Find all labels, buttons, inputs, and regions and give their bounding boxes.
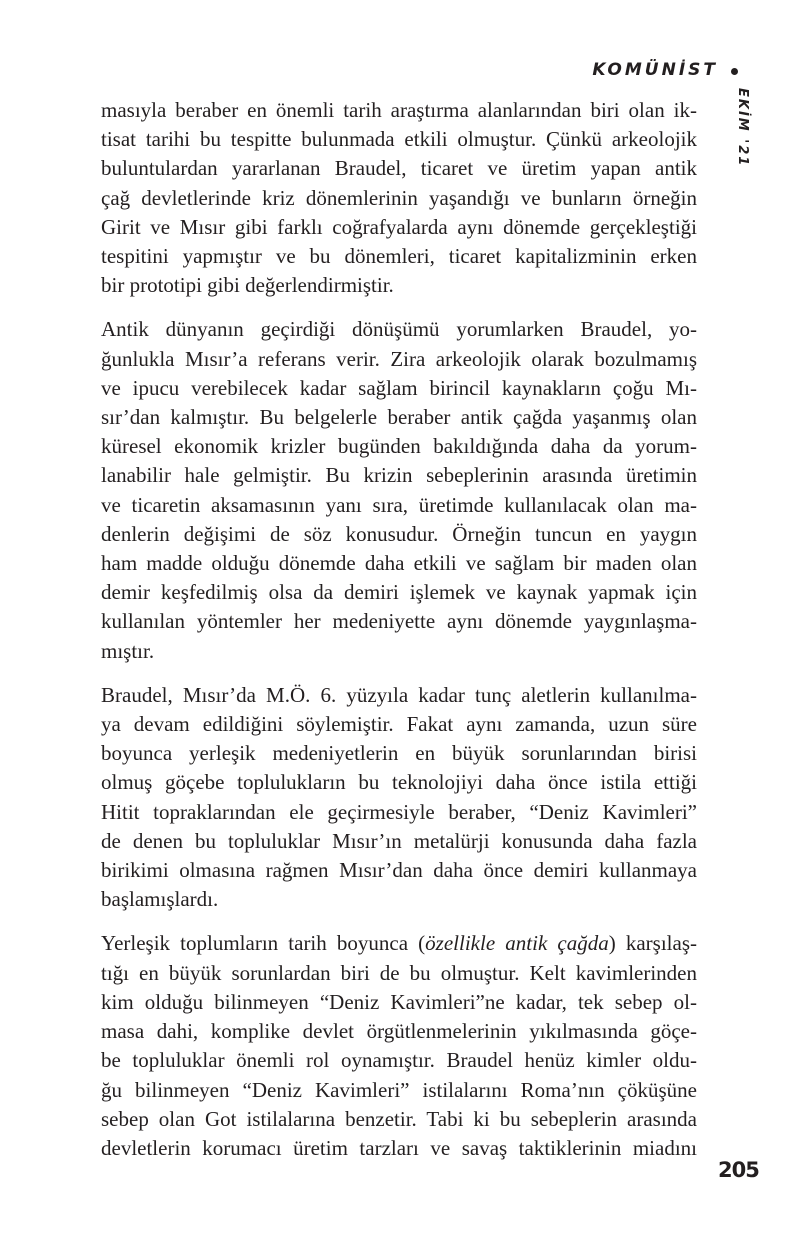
magazine-title: KOMÜNİST	[592, 60, 718, 80]
text-line: ve ipucu verebilecek kadar sağlam birincil kaynakların çoğu Mı-	[101, 375, 697, 400]
text-line: ve ticaretin aksamasının yanı sıra, üretimde kullanılacak olan ma-	[101, 492, 697, 517]
text-line: Hitit topraklarından ele geçirmesiyle beraber, “Deniz Kavimleri”	[101, 799, 697, 824]
text-line: olmuş göçebe toplulukların bu teknolojiyi daha önce istila ettiği	[101, 770, 697, 795]
text-line: sır’dan kalmıştır. Bu belgelerle beraber antik çağda yaşanmış olan	[101, 405, 697, 430]
text-line: masıyla beraber en önemli tarih araştırma alanlarından biri olan ik-	[101, 98, 697, 122]
body-text	[101, 96, 697, 1178]
text-line: de denen bu topluluklar Mısır’ın metalürji konusunda daha fazla	[101, 828, 697, 853]
text-line: boyunca yerleşik medeniyetlerin en büyük sorunlarından birisi	[101, 741, 697, 766]
text-line: tisat tarihi bu tespitte bulunmada etkili olmuştur. Çünkü arkeolojik	[101, 127, 697, 152]
text-line: çağ devletlerinde kriz dönemlerinin yaşandığı ve bunların örneğin	[101, 185, 697, 210]
text-line: denlerin değişimi de söz konusudur. Örneğin tuncun en yaygın	[101, 521, 697, 546]
text-line: Braudel, Mısır’da M.Ö. 6. yüzyıla kadar tunç aletlerin kullanılma-	[101, 682, 697, 707]
text-line: sebep olan Got istilalarına benzetir. Tabi ki bu sebeplerin arasında	[101, 1106, 697, 1131]
text-line: birikimi olmasına rağmen Mısır’dan daha önce demiri kullanmaya	[101, 858, 697, 883]
text-line: devletlerin korumacı üretim tarzları ve savaş taktiklerinin miadını	[101, 1135, 697, 1160]
text-line: tığı en büyük sorunlardan biri de bu olmuştur. Kelt kavimlerinden	[101, 960, 697, 985]
text-line: ğunlukla Mısır’a referans verir. Zira arkeolojik olarak bozulmamış	[101, 346, 697, 371]
text-line: masa dahi, komplike devlet örgütlenmelerinin yıkılmasında göçe-	[101, 1019, 697, 1044]
text-line: ham madde olduğu dönemde daha etkili ve sağlam bir maden olan	[101, 551, 697, 576]
text-line: Girit ve Mısır gibi farklı coğrafyalarda aynı dönemde gerçekleştiği	[101, 214, 697, 239]
paragraph-3	[101, 681, 697, 915]
text-line: kullanılan yöntemler her medeniyette aynı dönemde yaygınlaşma-	[101, 609, 697, 634]
text-line: ğu bilinmeyen “Deniz Kavimleri” istilalarını Roma’nın çöküşüne	[101, 1077, 697, 1102]
paragraph-2	[101, 315, 697, 665]
text-line: buluntulardan yararlanan Braudel, ticaret ve üretim yapan antik	[101, 156, 697, 181]
text-fragment: Yerleşik toplumların tarih boyunca (	[101, 931, 426, 956]
italic-emphasis: özellikle antik çağda	[425, 931, 609, 956]
text-line: ya devam edildiğini söylemiştir. Fakat aynı zamanda, uzun süre	[101, 712, 697, 737]
text-line: bir prototipi gibi değerlendirmiştir.	[101, 273, 394, 298]
text-line: küresel ekonomik krizler bugünden bakıldığında daha da yorum-	[101, 434, 697, 459]
text-fragment: ) karşılaş-	[608, 931, 697, 956]
text-line: kim olduğu bilinmeyen “Deniz Kavimleri”ne kadar, tek sebep ol-	[101, 989, 697, 1014]
text-line: başlamışlardı.	[101, 887, 219, 912]
text-line: lanabilir hale gelmiştir. Bu krizin sebeplerinin arasında üretimin	[101, 463, 697, 488]
bullet-dot-icon	[731, 68, 738, 75]
text-line: be topluluklar önemli rol oynamıştır. Braudel henüz kimler oldu-	[101, 1048, 697, 1073]
paragraph-1	[101, 96, 697, 300]
text-line: mıştır.	[101, 638, 155, 663]
paragraph-4	[101, 929, 697, 1163]
text-line: Antik dünyanın geçirdiği dönüşümü yorumlarken Braudel, yo-	[101, 317, 697, 342]
text-line: demir keşfedilmiş olsa da demiri işlemek ve kaynak yapmak için	[101, 580, 697, 605]
text-line-with-italic	[101, 929, 697, 958]
text-line: tespitini yapmıştır ve bu dönemleri, ticaret kapitalizminin erken	[101, 244, 697, 269]
issue-label: EKİM '21	[735, 88, 750, 168]
page-number: 205	[718, 1158, 759, 1182]
